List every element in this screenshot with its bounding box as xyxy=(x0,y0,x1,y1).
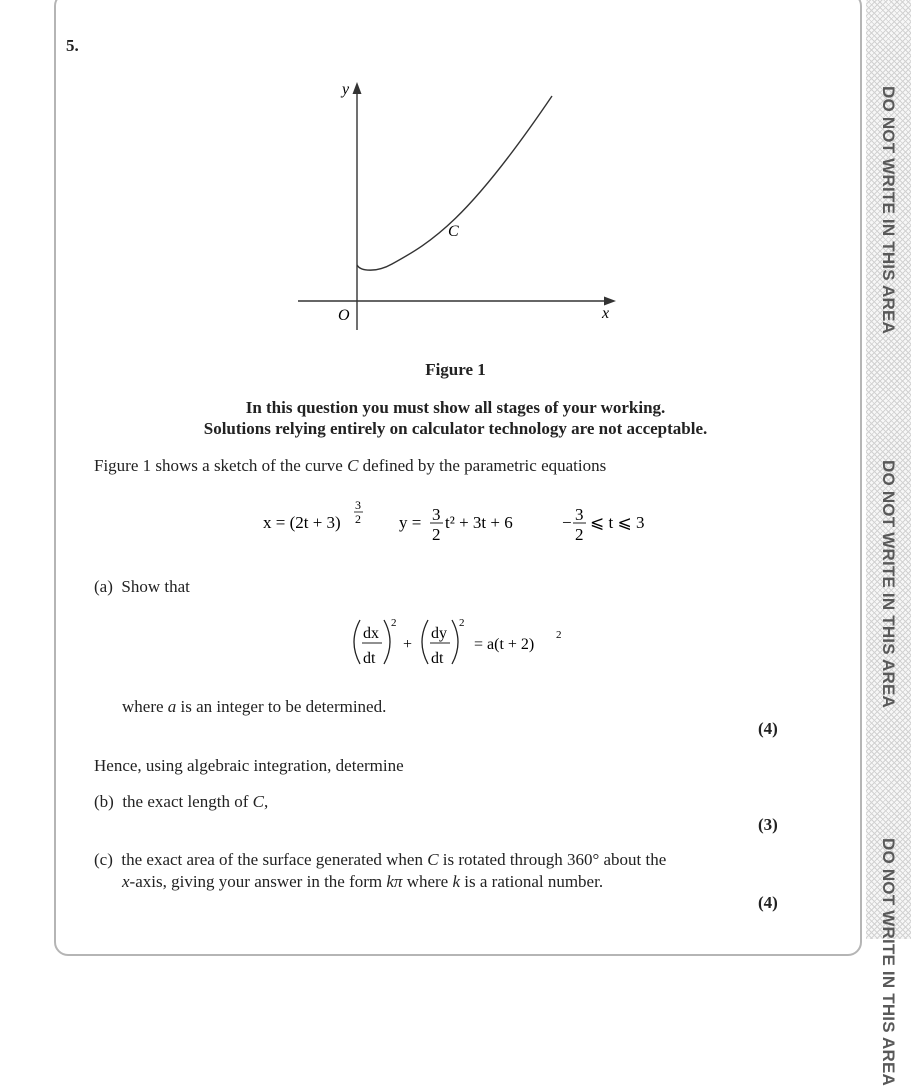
y-equation-rhs: t² + 3t + 6 xyxy=(445,513,513,532)
svg-text:dt: dt xyxy=(363,650,376,667)
svg-text:dt: dt xyxy=(431,650,444,667)
question-number: 5. xyxy=(66,36,79,55)
x-equation: x = (2t + 3) xyxy=(263,513,341,532)
range-numerator: 3 xyxy=(575,505,584,524)
margin-warning-middle: DO NOT WRITE IN THIS AREA xyxy=(879,460,898,709)
svg-text:= a(t + 2): = a(t + 2) xyxy=(474,636,535,653)
range-rest: ⩽ t ⩽ 3 xyxy=(590,513,645,532)
curve-label: C xyxy=(448,223,459,240)
part-a-equation xyxy=(0,610,911,674)
margin-warning-top: DO NOT WRITE IN THIS AREA xyxy=(879,86,898,335)
part-c-prompt: (c) the exact area of the surface generated when C is rotated through 360° about the xyxy=(94,850,667,869)
part-a-where: where a is an integer to be determined. xyxy=(122,697,387,716)
y-equation-lhs: y = xyxy=(399,513,422,532)
part-b-marks: (3) xyxy=(758,815,778,834)
svg-text:2: 2 xyxy=(459,617,465,629)
hence-text: Hence, using algebraic integration, determine xyxy=(94,756,404,775)
y-axis-arrow-icon xyxy=(353,82,362,94)
part-c-label: (c) xyxy=(94,850,113,869)
intro-text: Figure 1 shows a sketch of the curve C defined by the parametric equations xyxy=(94,456,607,475)
curve-c xyxy=(357,96,552,270)
margin-warning-bottom: DO NOT WRITE IN THIS AREA xyxy=(879,838,898,1086)
svg-text:2: 2 xyxy=(556,629,562,641)
x-exponent-denominator: 2 xyxy=(355,512,361,526)
origin-label: O xyxy=(338,307,350,324)
y-axis-label: y xyxy=(342,81,350,98)
figure-1-sketch xyxy=(0,0,911,340)
svg-text:+: + xyxy=(403,636,413,653)
x-exponent-numerator: 3 xyxy=(355,498,361,512)
part-c-prompt-line-2: x-axis, giving your answer in the form kπ where k is a rational number. xyxy=(122,872,604,891)
part-c-marks: (4) xyxy=(758,893,778,912)
part-b-prompt: (b) the exact length of C, xyxy=(94,792,269,811)
part-b-label: (b) xyxy=(94,792,114,811)
part-a-label: (a) xyxy=(94,577,113,596)
part-a-prompt: (a) Show that xyxy=(94,577,190,596)
svg-text:2: 2 xyxy=(391,617,397,629)
parametric-equations xyxy=(0,490,911,550)
figure-caption: Figure 1 xyxy=(425,360,486,379)
svg-text:dx: dx xyxy=(363,625,379,642)
instruction-line-2: Solutions relying entirely on calculator technology are not acceptable. xyxy=(203,419,708,438)
range-minus: − xyxy=(562,513,572,532)
svg-text:dy: dy xyxy=(431,625,447,642)
x-axis-label: x xyxy=(602,305,610,322)
range-denominator: 2 xyxy=(575,525,584,544)
y-fraction-denominator: 2 xyxy=(432,525,441,544)
y-fraction-numerator: 3 xyxy=(432,505,441,524)
instruction-line-1: In this question you must show all stages of your working. xyxy=(245,398,666,417)
part-a-marks: (4) xyxy=(758,719,778,738)
